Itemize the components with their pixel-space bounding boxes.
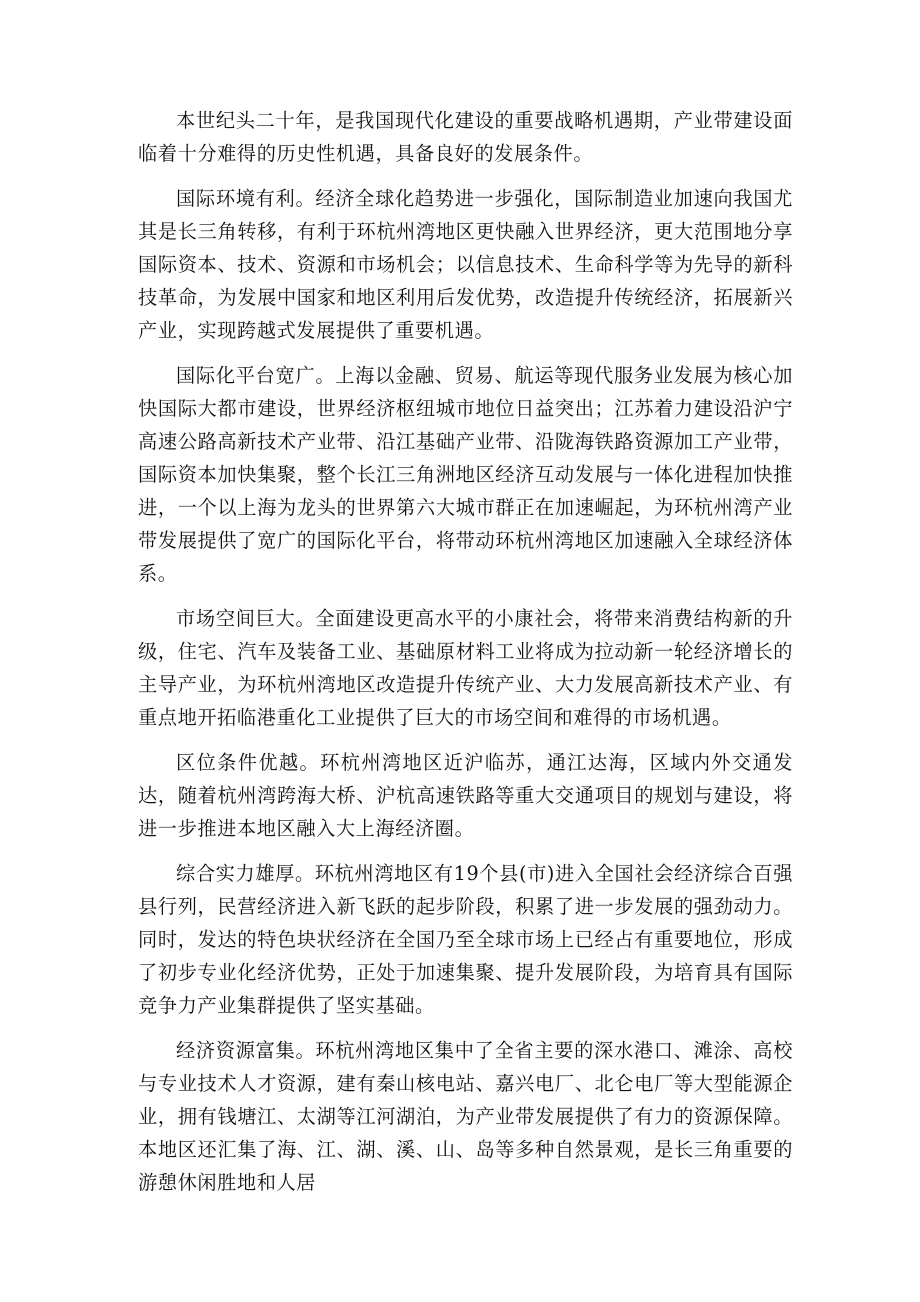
document-body	[138, 104, 793, 1194]
paragraph-location-advantage: 区位条件优越。环杭州湾地区近沪临苏，通江达海，区域内外交通发达，随着杭州湾跨海大桥、沪杭高速铁路等重大交通项目的规划与建设，将进一步推进本地区融入大上海经济圈。	[138, 751, 793, 840]
paragraph-market-space: 市场空间巨大。全面建设更高水平的小康社会，将带来消费结构新的升级，住宅、汽车及装备工业、基础原材料工业将成为拉动新一轮经济增长的主导产业，为环杭州湾地区改造提升传统产业、大力发展高新技术产业、有重点地开拓临港重化工业提供了巨大的市场空间和难得的市场机遇。	[138, 607, 793, 729]
paragraph-economic-resources: 经济资源富集。环杭州湾地区集中了全省主要的深水港口、滩涂、高校与专业技术人才资源，建有秦山核电站、嘉兴电厂、北仑电厂等大型能源企业，拥有钱塘江、太湖等江河湖泊，为产业带发展提供了有力的资源保障。本地区还汇集了海、江、湖、溪、山、岛等多种自然景观，是长三角重要的游憩休闲胜地和人居	[138, 1039, 793, 1194]
paragraph-international-environment: 国际环境有利。经济全球化趋势进一步强化，国际制造业加速向我国尤其是长三角转移，有利于环杭州湾地区更快融入世界经济，更大范围地分享国际资本、技术、资源和市场机会；以信息技术、生命科学等为先导的新科技革命，为发展中国家和地区利用后发优势，改造提升传统经济，拓展新兴产业，实现跨越式发展提供了重要机遇。	[138, 187, 793, 342]
paragraph-internationalization-platform: 国际化平台宽广。上海以金融、贸易、航运等现代服务业发展为核心加快国际大都市建设，世界经济枢纽城市地位日益突出；江苏着力建设沿沪宁高速公路高新技术产业带、沿江基础产业带、沿陇海铁路资源加工产业带，国际资本加快集聚，整个长江三角洲地区经济互动发展与一体化进程加快推进，一个以上海为龙头的世界第六大城市群正在加速崛起，为环杭州湾产业带发展提供了宽广的国际化平台，将带动环杭州湾地区加速融入全球经济体系。	[138, 364, 793, 585]
paragraph-intro: 本世纪头二十年，是我国现代化建设的重要战略机遇期，产业带建设面临着十分难得的历史性机遇，具备良好的发展条件。	[138, 109, 793, 165]
paragraph-overall-strength: 综合实力雄厚。环杭州湾地区有19个县(市)进入全国社会经济综合百强县行列，民营经济进入新飞跃的起步阶段，积累了进一步发展的强劲动力。同时，发达的特色块状经济在全国乃至全球市场上已经占有重要地位，形成了初步专业化经济优势，正处于加速集聚、提升发展阶段，为培育具有国际竞争力产业集群提供了坚实基础。	[138, 862, 793, 1017]
